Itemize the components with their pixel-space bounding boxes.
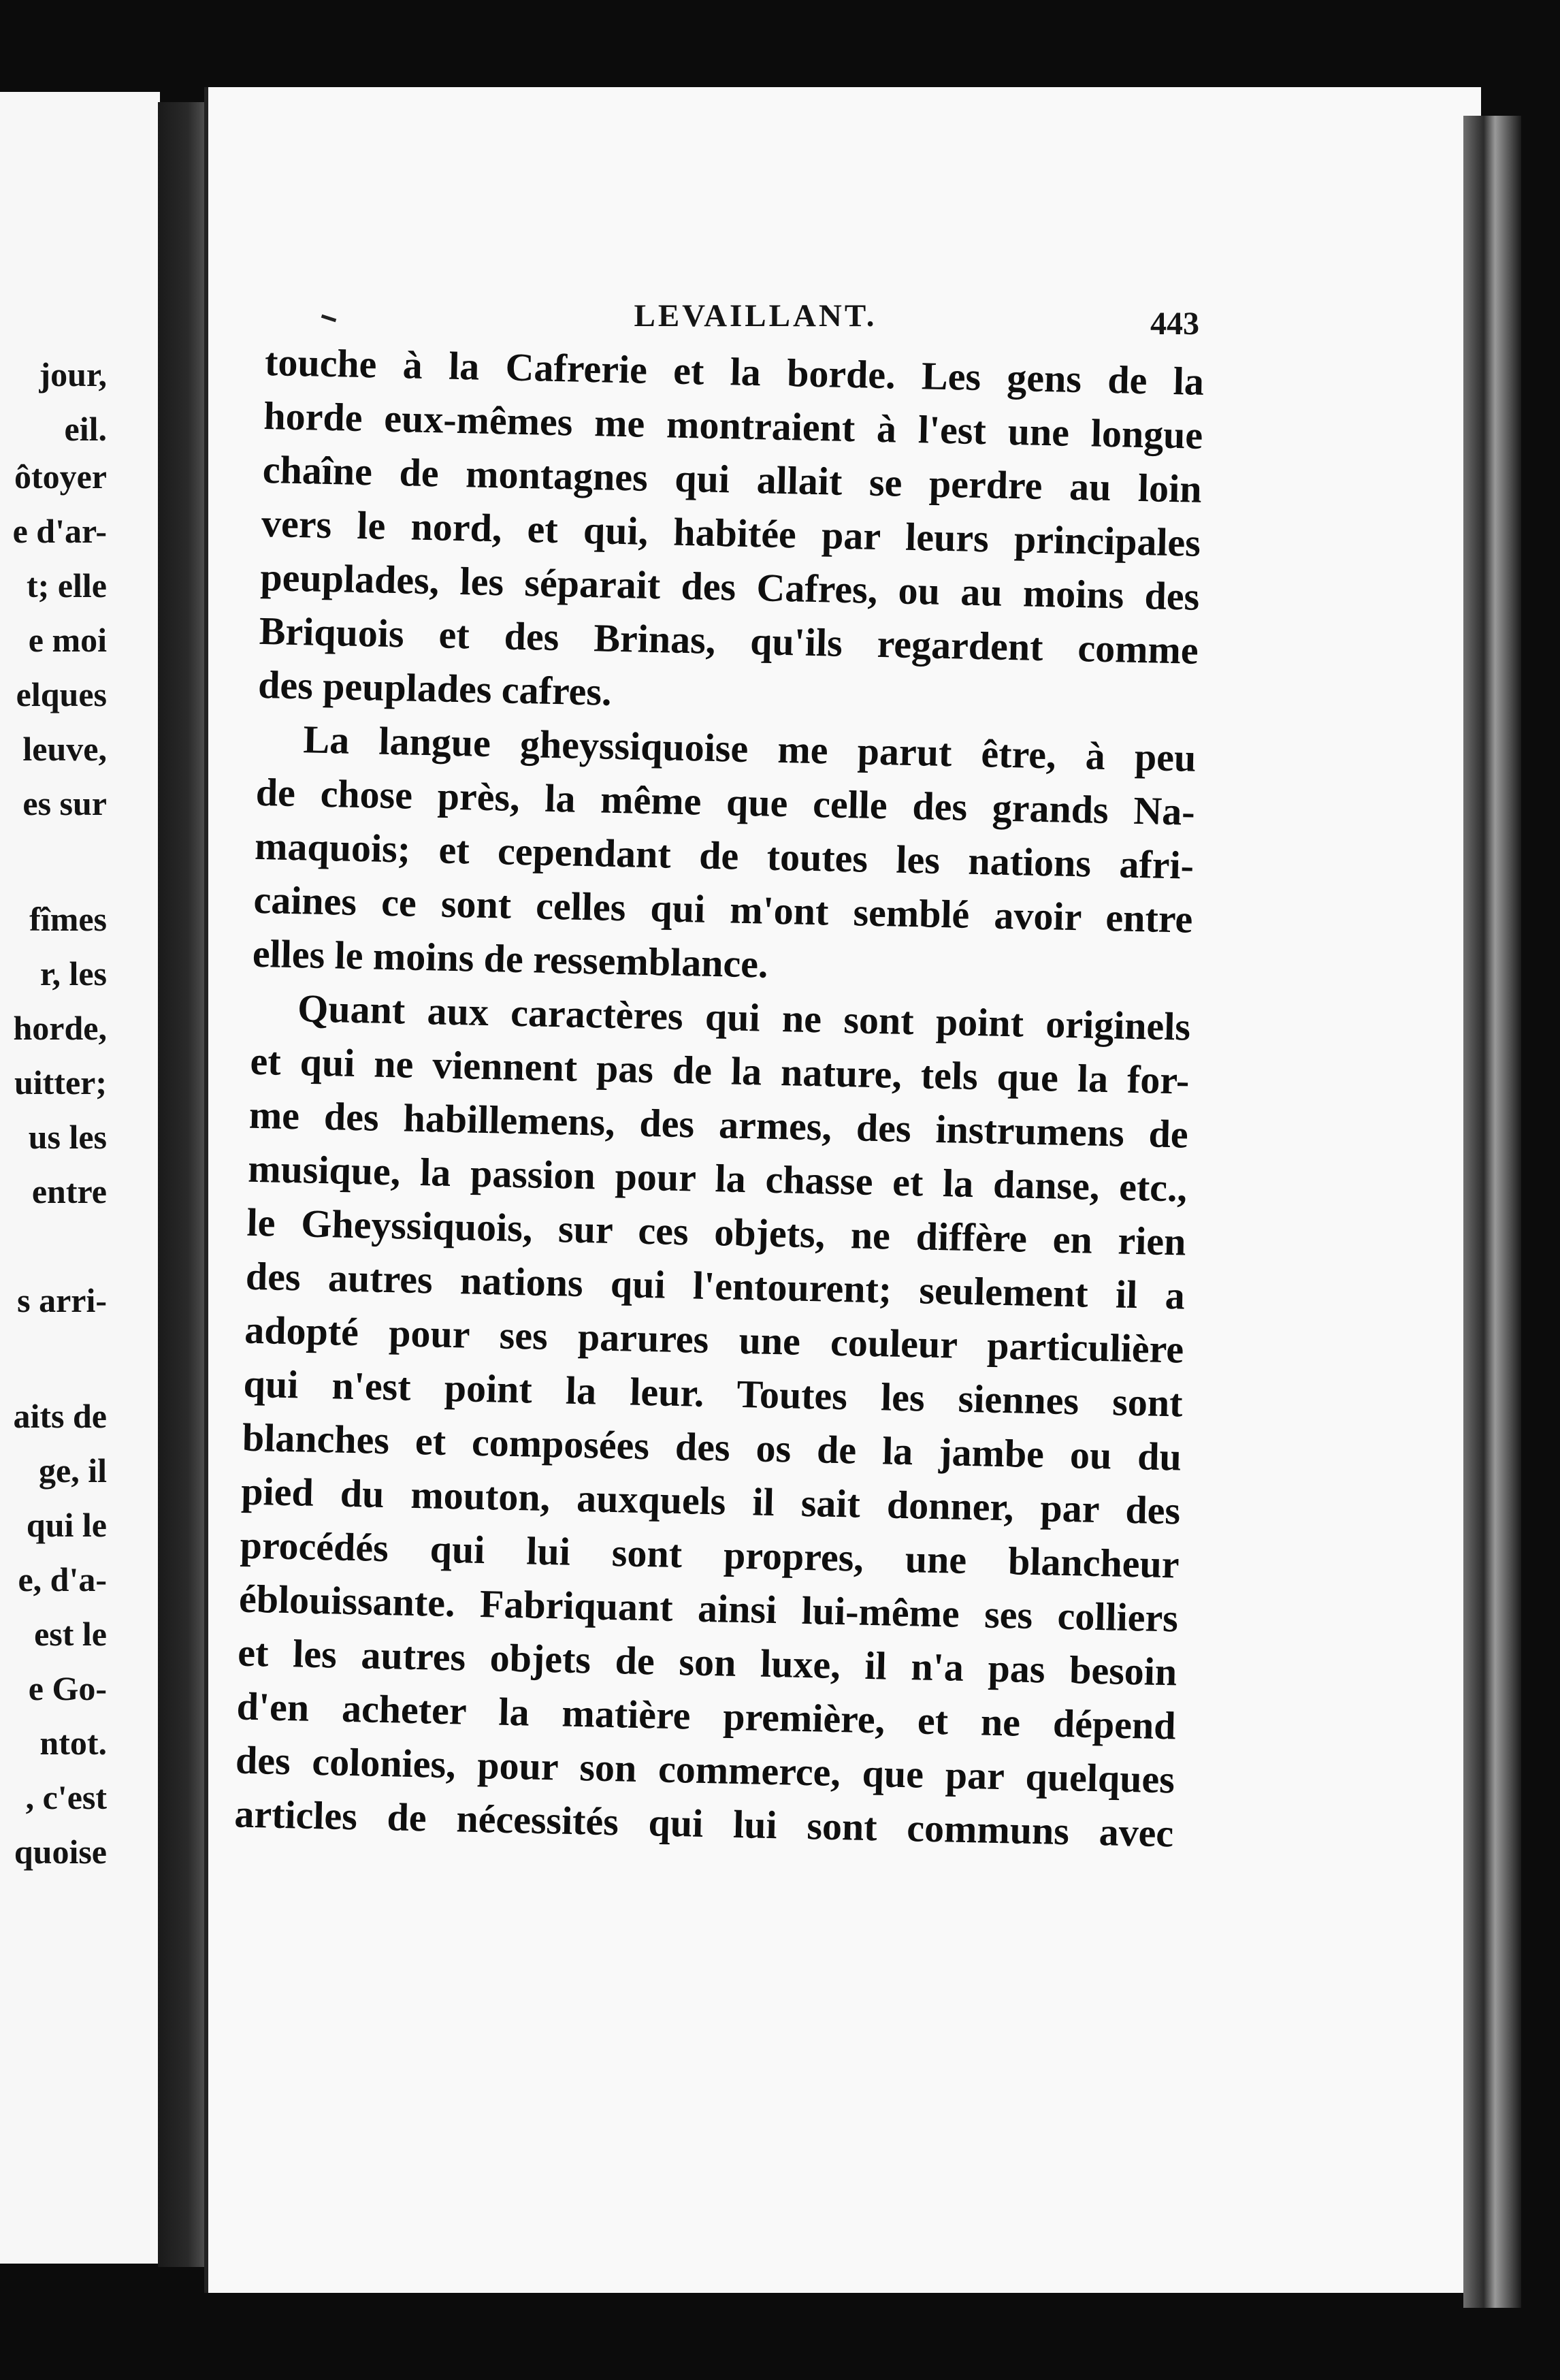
left-fragment: r, les: [39, 954, 107, 993]
page-number: 443: [1150, 306, 1199, 342]
text-line: d'en acheter la matière première, et ne dépend: [236, 1684, 1177, 1748]
text-line: éblouissante. Fabriquant ainsi lui-même ses colliers: [238, 1576, 1179, 1641]
left-fragment: fîmes: [29, 900, 107, 938]
text-line: chaîne de montagnes qui allait se perdre au loin: [262, 447, 1203, 511]
text-line: de chose près, la même que celle des grands Na-: [255, 769, 1196, 834]
left-fragment: s arri-: [17, 1281, 107, 1319]
text-line: adopté pour ses parures une couleur particulière: [244, 1307, 1184, 1372]
text-line: Briquois et des Brinas, qu'ils regardent comme: [259, 608, 1199, 673]
left-fragment: uitter;: [14, 1063, 107, 1101]
text-line: La langue gheyssiquoise me parut être, à peu: [302, 717, 1197, 780]
left-fragment: aits de: [13, 1397, 107, 1435]
left-fragment: quoise: [14, 1833, 107, 1871]
left-fragment: eil.: [64, 410, 107, 448]
body-text: [234, 335, 1205, 1860]
left-fragment: ôtoyer: [14, 457, 107, 496]
text-line: vers le nord, et qui, habitée par leurs principales: [261, 500, 1201, 565]
left-fragment: e, d'a-: [18, 1560, 107, 1598]
text-line: musique, la passion pour la chasse et la danse, etc.,: [247, 1146, 1188, 1210]
text-line: et les autres objets de son luxe, il n'a pas besoin: [237, 1630, 1177, 1694]
text-line: touche à la Cafrerie et la borde. Les gens de la: [264, 339, 1205, 404]
text-line: blanches et composées des os de la jambe ou du: [242, 1415, 1182, 1479]
left-fragment: ntot.: [39, 1724, 107, 1762]
page-edge-shadow: [1463, 116, 1521, 2308]
text-line: articles de nécessités qui lui sont communs avec: [233, 1791, 1174, 1856]
text-line: caines ce sont celles qui m'ont semblé avoir entre: [253, 877, 1194, 942]
left-fragment: leuve,: [22, 730, 107, 768]
left-fragment: e moi: [28, 621, 107, 659]
left-fragment: t; elle: [27, 566, 107, 605]
text-line: me des habillemens, des armes, des instrumens de: [248, 1092, 1189, 1157]
left-fragment: e d'ar-: [12, 512, 107, 550]
text-line: horde eux-mêmes me montraient à l'est une longue: [263, 393, 1203, 457]
left-fragment: ge, il: [39, 1451, 107, 1490]
text-line: des colonies, pour son commerce, que par quelques: [235, 1737, 1175, 1802]
left-fragment: e Go-: [28, 1669, 107, 1707]
left-fragment: qui le: [26, 1506, 107, 1544]
left-fragment: horde,: [13, 1009, 107, 1047]
text-line: le Gheyssiquois, sur ces objets, ne diffère en rien: [246, 1200, 1187, 1264]
text-line: elles le moins de ressemblance.: [252, 931, 769, 986]
left-fragment: , c'est: [25, 1778, 107, 1816]
running-title: LEVAILLANT.: [634, 298, 877, 334]
text-line: procédés qui lui sont propres, une blancheur: [240, 1522, 1180, 1587]
left-fragment: est le: [34, 1615, 107, 1653]
facing-left-page: [0, 92, 160, 2264]
left-fragment: us les: [28, 1118, 107, 1156]
left-fragment: es sur: [22, 784, 107, 822]
text-line: pied du mouton, auxquels il sait donner, par des: [240, 1468, 1181, 1533]
left-fragment: jour,: [39, 355, 107, 393]
text-line: et qui ne viennent pas de la nature, tels que la for-: [249, 1038, 1190, 1103]
left-fragment: elques: [16, 675, 107, 713]
text-line: Quant aux caractères qui ne sont point originels: [297, 986, 1191, 1049]
text-line: des peuplades cafres.: [257, 662, 613, 714]
left-fragment: entre: [31, 1172, 107, 1210]
text-line: peuplades, les séparait des Cafres, ou au moins des: [259, 554, 1200, 619]
text-line: des autres nations qui l'entourent; seulement il a: [245, 1253, 1186, 1318]
text-line: maquois; et cependant de toutes les nations afri-: [254, 823, 1195, 888]
text-line: qui n'est point la leur. Toutes les siennes sont: [243, 1361, 1184, 1426]
